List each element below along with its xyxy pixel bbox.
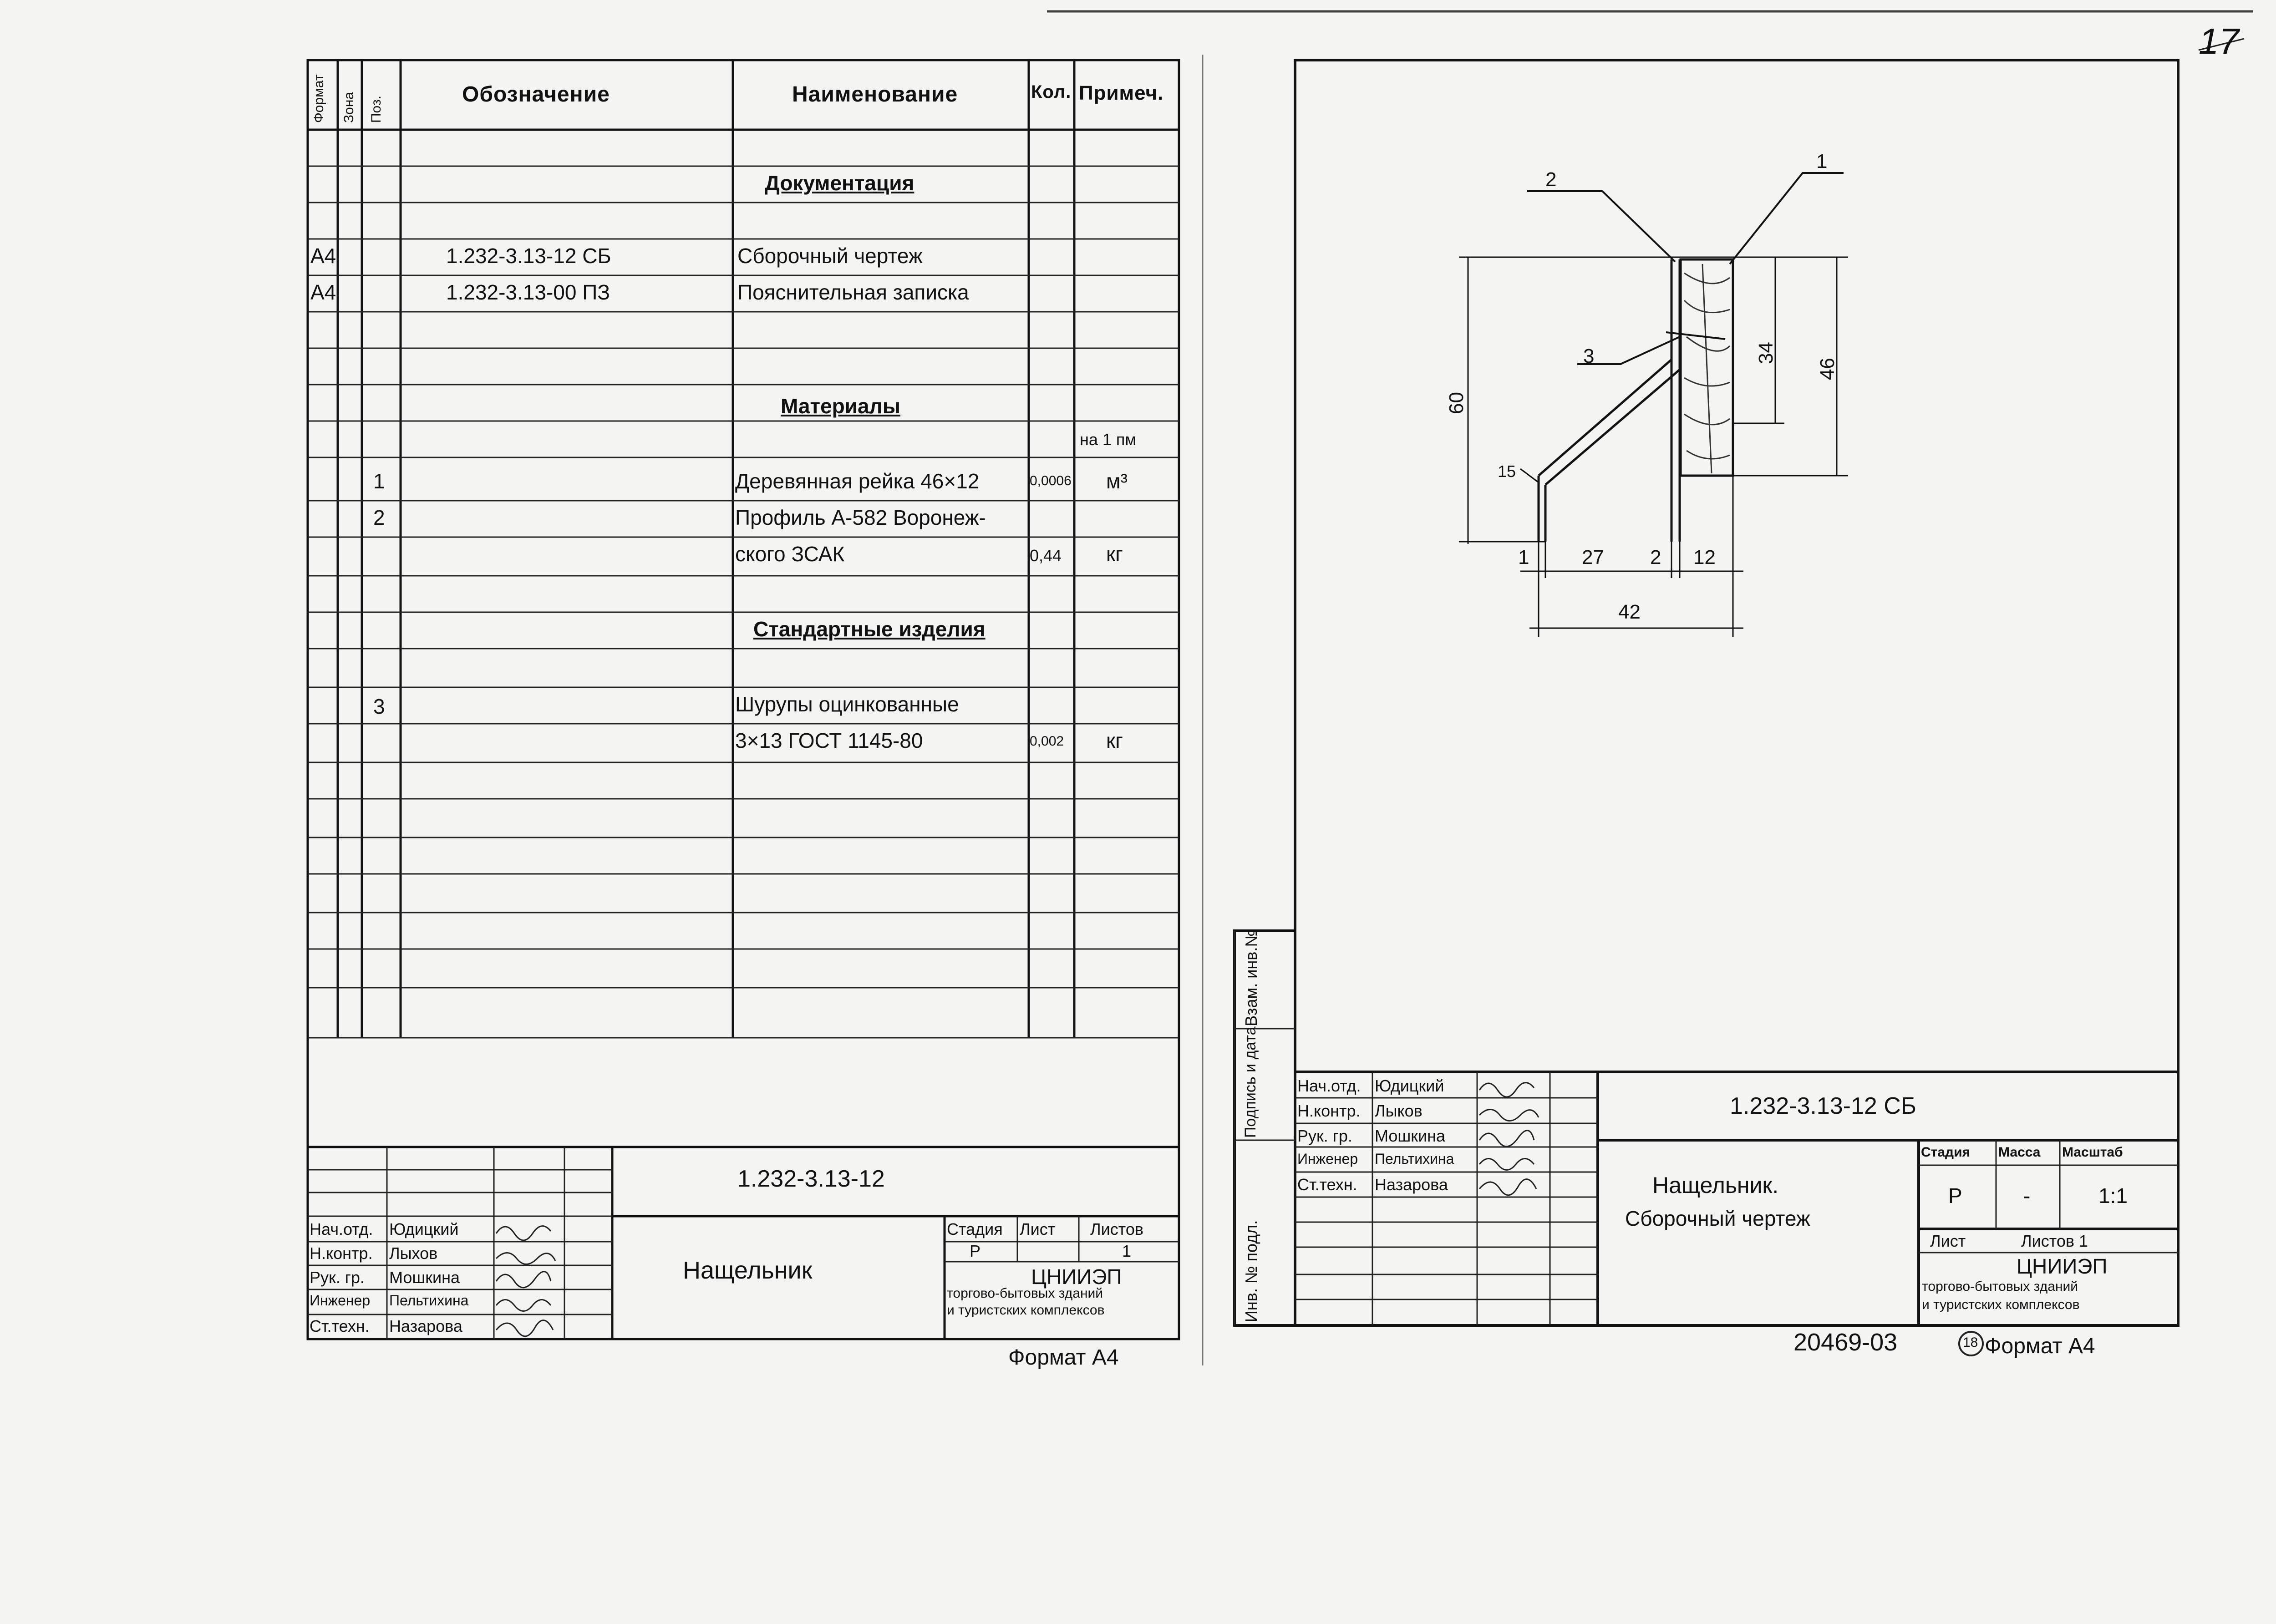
section-materials: Материалы bbox=[781, 394, 901, 418]
right-org: ЦНИИЭП bbox=[2017, 1254, 2108, 1278]
standard-qty: 0,002 bbox=[1030, 734, 1064, 749]
standard-pos: 3 bbox=[373, 695, 385, 718]
left-doc-title: Нащельник bbox=[683, 1257, 813, 1284]
header-qty: Кол. bbox=[1031, 82, 1072, 102]
dim-27: 27 bbox=[1582, 546, 1604, 568]
left-role: Н.контр. bbox=[310, 1244, 373, 1263]
side-label-inventory: Инв. № подл. bbox=[1242, 1220, 1260, 1322]
right-stage: Р bbox=[1948, 1184, 1962, 1208]
right-role: Рук. гр. bbox=[1297, 1127, 1352, 1145]
dim-1: 1 bbox=[1518, 546, 1529, 568]
material-qty: 0,0006 bbox=[1030, 473, 1072, 488]
right-role: Нач.отд. bbox=[1297, 1076, 1361, 1095]
left-stage-label: Стадия bbox=[947, 1220, 1003, 1238]
callout-1: 1 bbox=[1816, 150, 1828, 173]
dim-15: 15 bbox=[1498, 462, 1516, 481]
right-title-line2: Сборочный чертеж bbox=[1625, 1207, 1810, 1230]
right-scale: 1:1 bbox=[2098, 1184, 2128, 1208]
doc-row-designation: 1.232-3.13-12 СБ bbox=[446, 244, 611, 268]
archive-number: 20469-03 bbox=[1793, 1329, 1898, 1356]
left-role: Рук. гр. bbox=[310, 1268, 365, 1287]
dim-46: 46 bbox=[1816, 358, 1839, 380]
left-person: Мошкина bbox=[389, 1268, 460, 1287]
standard-name-cont: 3×13 ГОСТ 1145-80 bbox=[735, 729, 923, 752]
right-role: Ст.техн. bbox=[1297, 1175, 1357, 1194]
header-designation: Обозначение bbox=[462, 82, 610, 107]
doc-row-format: А4 bbox=[310, 244, 336, 268]
dim-60: 60 bbox=[1445, 392, 1468, 414]
header-format: Формат bbox=[311, 74, 326, 123]
left-person: Назарова bbox=[389, 1317, 462, 1335]
left-format-note: Формат А4 bbox=[1008, 1345, 1119, 1370]
right-title-line1: Нащельник. bbox=[1652, 1172, 1779, 1198]
right-doc-code: 1.232-3.13-12 СБ bbox=[1730, 1093, 1916, 1119]
header-note: Примеч. bbox=[1079, 82, 1164, 104]
right-format-note: Формат А4 bbox=[1985, 1334, 2095, 1358]
section-standard: Стандартные изделия bbox=[753, 617, 986, 641]
material-unit: м³ bbox=[1106, 469, 1128, 493]
right-role: Инженер bbox=[1297, 1151, 1358, 1167]
right-sheet-label: Лист bbox=[1930, 1232, 1966, 1250]
left-org: ЦНИИЭП bbox=[1031, 1265, 1122, 1289]
left-doc-code: 1.232-3.13-12 bbox=[737, 1166, 885, 1192]
material-name-cont: ского ЗСАК bbox=[735, 542, 845, 566]
header-zone: Зона bbox=[341, 91, 356, 123]
right-org-line2: торгово-бытовых зданий bbox=[1922, 1279, 2078, 1294]
standard-unit: кг bbox=[1106, 729, 1123, 752]
section-documentation: Документация bbox=[765, 171, 914, 195]
right-org-line3: и туристских комплексов bbox=[1922, 1297, 2080, 1312]
left-person: Юдицкий bbox=[389, 1220, 459, 1238]
material-qty: 0,44 bbox=[1030, 546, 1062, 565]
dim-42: 42 bbox=[1618, 601, 1641, 623]
right-stage-label: Стадия bbox=[1921, 1145, 1971, 1160]
material-unit: кг bbox=[1106, 542, 1123, 566]
dim-12: 12 bbox=[1693, 546, 1716, 568]
right-role: Н.контр. bbox=[1297, 1101, 1361, 1120]
right-mass-label: Масса bbox=[1998, 1145, 2041, 1160]
right-person: Юдицкий bbox=[1375, 1076, 1444, 1095]
stamp-number: 18 bbox=[1963, 1335, 1978, 1350]
right-person: Мошкина bbox=[1375, 1127, 1446, 1145]
doc-row-format: А4 bbox=[310, 280, 336, 304]
header-pos: Поз. bbox=[369, 96, 384, 123]
left-sheets-label: Листов bbox=[1090, 1220, 1143, 1238]
right-scale-label: Масштаб bbox=[2062, 1145, 2123, 1160]
material-pos: 2 bbox=[373, 506, 385, 529]
left-role: Инженер bbox=[310, 1292, 371, 1309]
right-person: Назарова bbox=[1375, 1175, 1448, 1194]
left-org-line2: торгово-бытовых зданий bbox=[947, 1286, 1103, 1301]
left-role: Нач.отд. bbox=[310, 1220, 373, 1238]
material-pos: 1 bbox=[373, 469, 385, 493]
doc-row-name: Пояснительная записка bbox=[737, 280, 969, 304]
material-name: Деревянная рейка 46×12 bbox=[735, 469, 980, 493]
side-label-replace: Взам. инв.№ bbox=[1242, 929, 1260, 1026]
material-name: Профиль А-582 Воронеж- bbox=[735, 506, 986, 529]
right-sheets-label: Листов 1 bbox=[2021, 1232, 2088, 1250]
left-sheets: 1 bbox=[1122, 1242, 1132, 1260]
header-name: Наименование bbox=[792, 82, 958, 107]
left-person: Пельтихина bbox=[389, 1292, 469, 1309]
dim-34: 34 bbox=[1755, 342, 1777, 364]
side-label-signature: Подпись и дата bbox=[1242, 1026, 1259, 1138]
right-person: Лыков bbox=[1375, 1101, 1422, 1120]
callout-2: 2 bbox=[1545, 168, 1557, 191]
doc-row-name: Сборочный чертеж bbox=[737, 244, 923, 268]
right-mass: - bbox=[2023, 1184, 2031, 1208]
left-sheet-label: Лист bbox=[1020, 1220, 1056, 1238]
callout-3: 3 bbox=[1583, 345, 1595, 367]
left-role: Ст.техн. bbox=[310, 1317, 370, 1335]
doc-row-designation: 1.232-3.13-00 ПЗ bbox=[446, 280, 610, 304]
dim-2: 2 bbox=[1650, 546, 1661, 568]
left-stage: Р bbox=[970, 1242, 981, 1260]
left-org-line3: и туристских комплексов bbox=[947, 1303, 1105, 1318]
standard-name: Шурупы оцинкованные bbox=[735, 692, 959, 716]
page-number: 17 bbox=[2199, 21, 2239, 61]
left-person: Лыхов bbox=[389, 1244, 438, 1263]
right-person: Пельтихина bbox=[1375, 1151, 1454, 1167]
materials-note: на 1 пм bbox=[1080, 430, 1137, 449]
